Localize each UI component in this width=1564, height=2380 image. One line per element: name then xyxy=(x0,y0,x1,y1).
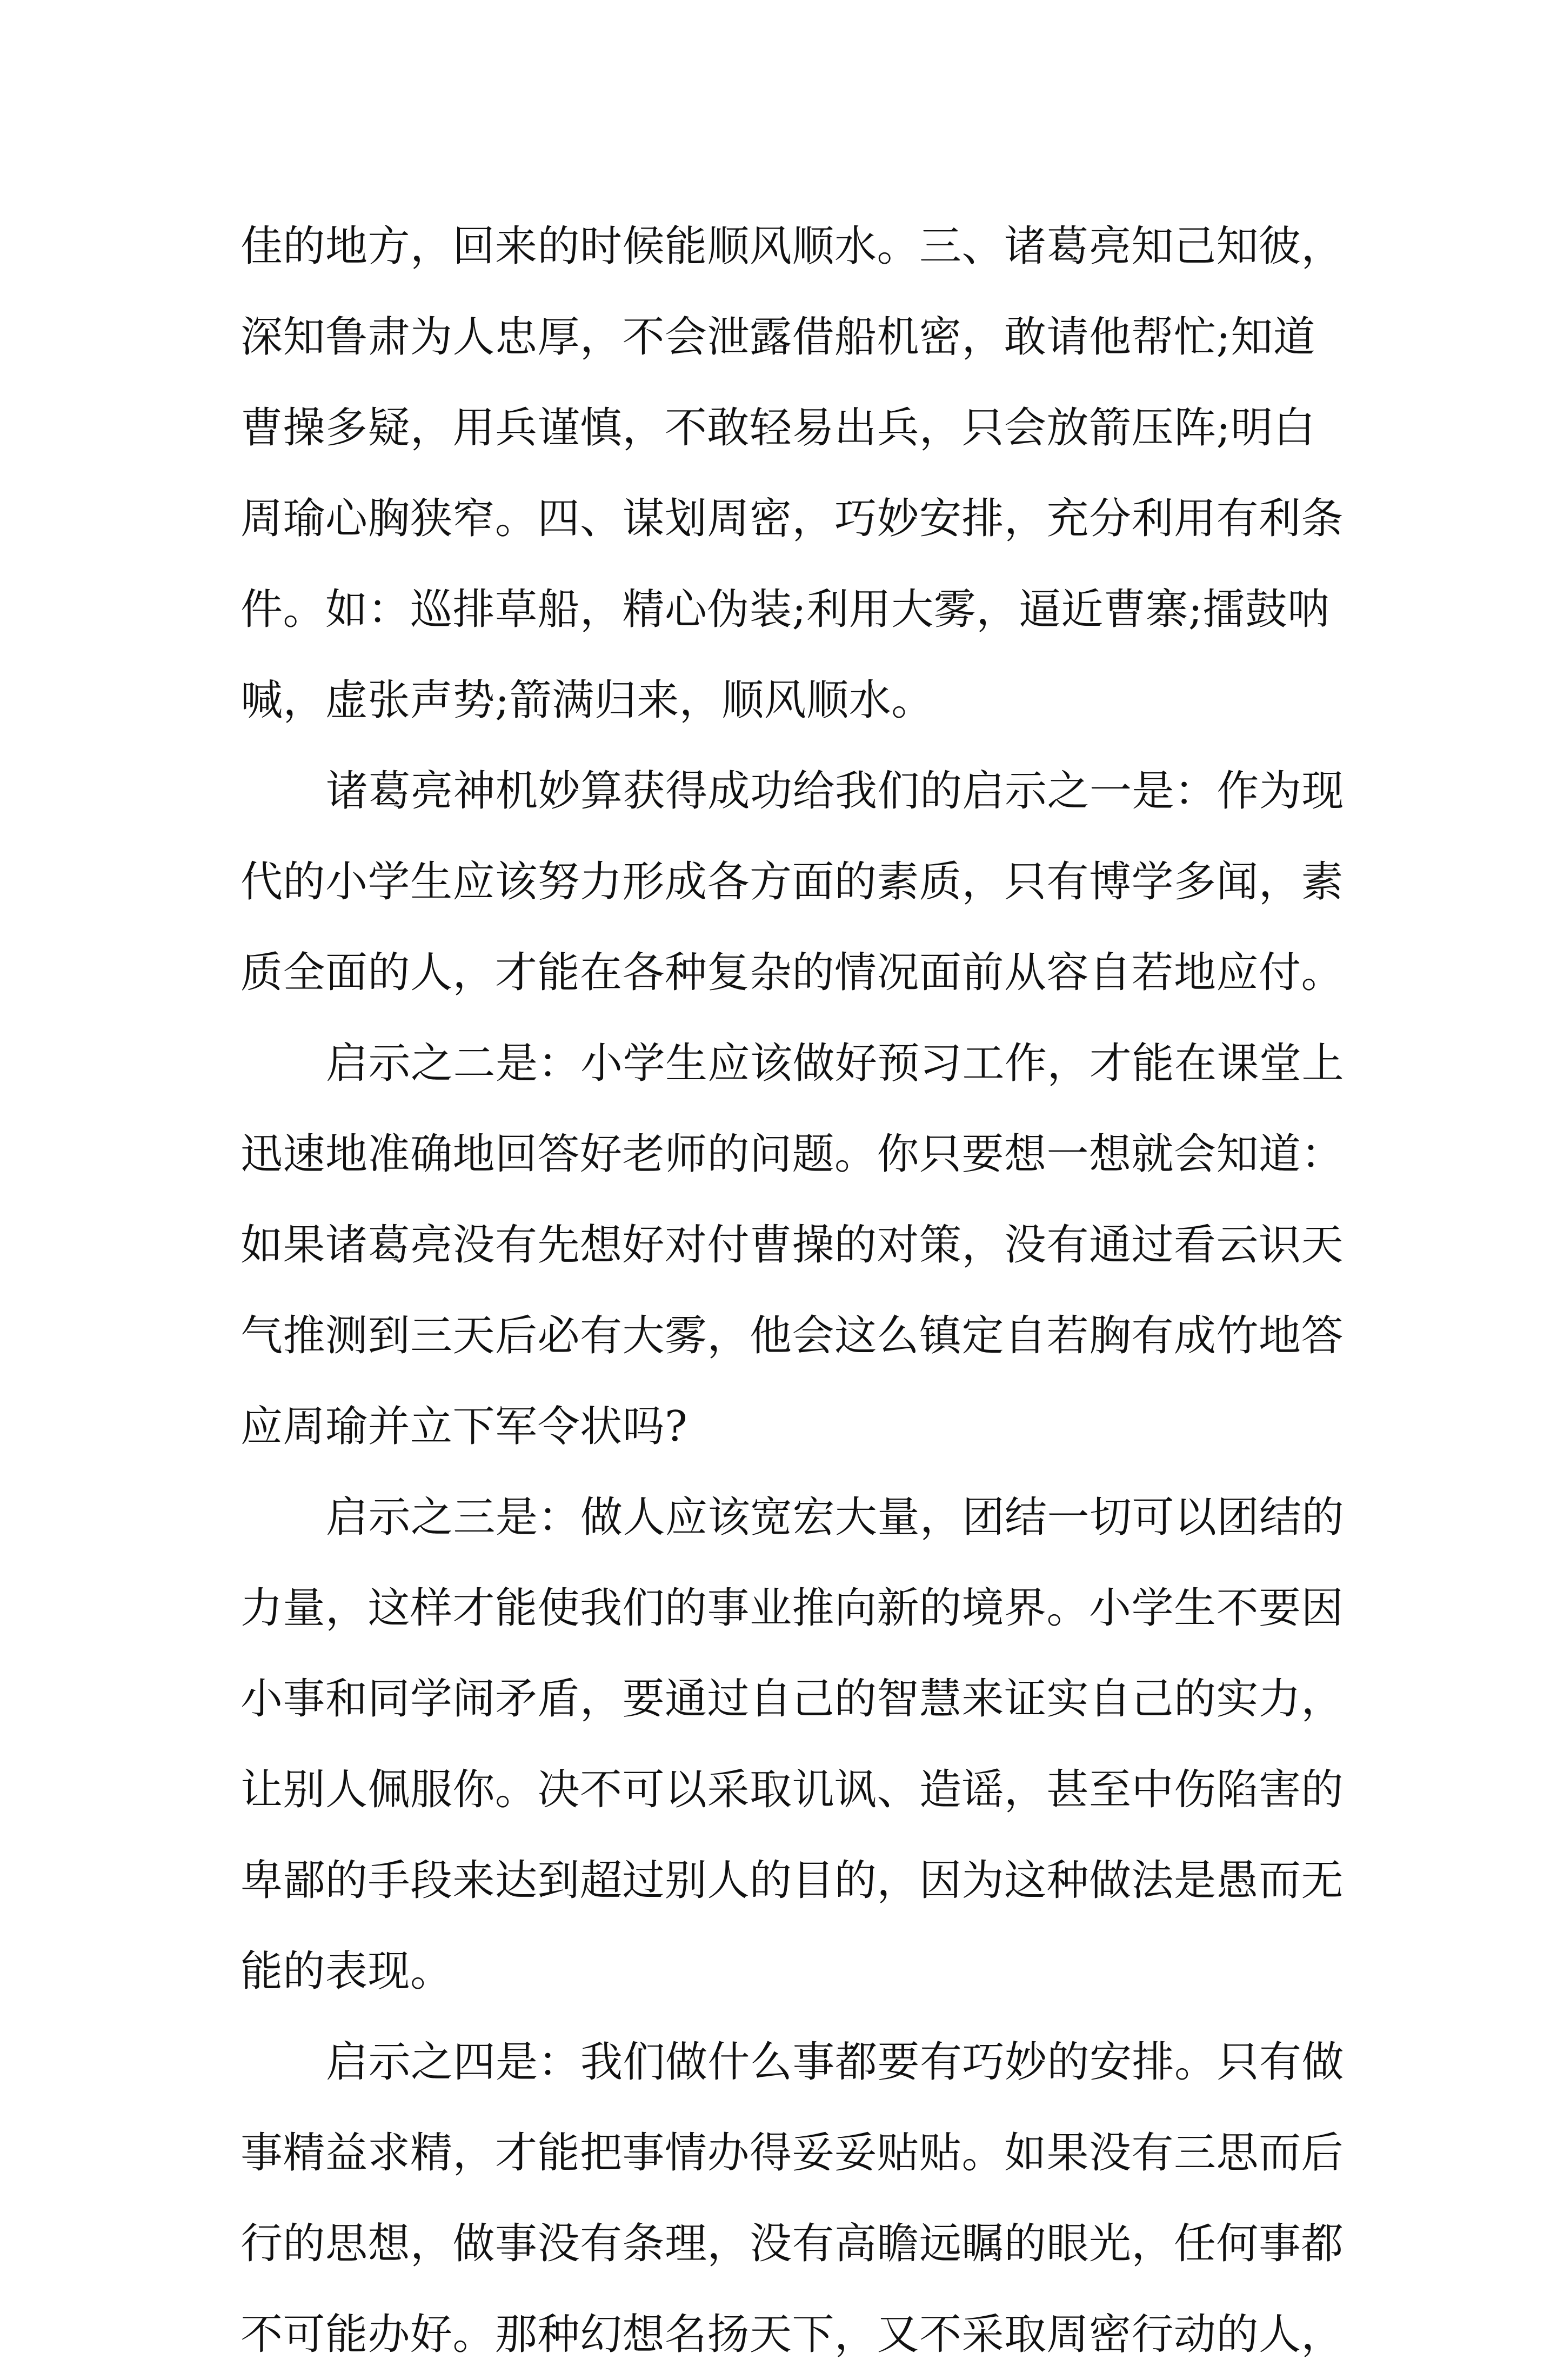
paragraph-first-line: 诸葛亮神机妙算获得成功给我们的启示之一是：作为现 xyxy=(326,767,1345,815)
text-line: 让别人佩服你。决不可以采取讥讽、造谣，甚至中伤陷害的 xyxy=(240,1766,1344,1814)
text-line: 应周瑜并立下军令状吗? xyxy=(240,1402,688,1451)
text-line: 深知鲁肃为人忠厚，不会泄露借船机密，敢请他帮忙;知道 xyxy=(240,313,1316,362)
text-line: 迅速地准确地回答好老师的问题。你只要想一想就会知道： xyxy=(240,1130,1344,1179)
paragraph-first-line: 启示之三是：做人应该宽宏大量，团结一切可以团结的 xyxy=(326,1493,1345,1542)
text-line: 行的思想，做事没有条理，没有高瞻远瞩的眼光，任何事都 xyxy=(240,2219,1344,2268)
text-line: 件。如：巡排草船，精心伪装;利用大雾，逼近曹寨;擂鼓呐 xyxy=(240,585,1331,634)
text-line: 代的小学生应该努力形成各方面的素质，只有博学多闻，素 xyxy=(240,858,1344,906)
paragraph-first-line: 启示之二是：小学生应该做好预习工作，才能在课堂上 xyxy=(326,1039,1345,1088)
text-line: 小事和同学闹矛盾，要通过自己的智慧来证实自己的实力， xyxy=(240,1675,1344,1723)
text-line: 卑鄙的手段来达到超过别人的目的，因为这种做法是愚而无 xyxy=(240,1856,1344,1905)
document-body xyxy=(240,201,1348,2380)
text-line: 不可能办好。那种幻想名扬天下，又不采取周密行动的人， xyxy=(240,2310,1344,2359)
text-line: 质全面的人，才能在各种复杂的情况面前从容自若地应付。 xyxy=(240,948,1344,997)
text-line: 如果诸葛亮没有先想好对付曹操的对策，没有通过看云识天 xyxy=(240,1221,1344,1269)
text-line: 周瑜心胸狭窄。四、谋划周密，巧妙安排，充分利用有利条 xyxy=(240,494,1344,543)
text-line: 曹操多疑，用兵谨慎，不敢轻易出兵，只会放箭压阵;明白 xyxy=(240,404,1316,452)
text-line: 事精益求精，才能把事情办得妥妥贴贴。如果没有三思而后 xyxy=(240,2129,1344,2177)
text-line: 气推测到三天后必有大雾，他会这么镇定自若胸有成竹地答 xyxy=(240,1312,1344,1360)
text-line: 喊，虚张声势;箭满归来，顺风顺水。 xyxy=(240,676,934,725)
text-line: 能的表现。 xyxy=(240,1947,453,1996)
text-line: 力量，这样才能使我们的事业推向新的境界。小学生不要因 xyxy=(240,1584,1344,1633)
text-line: 佳的地方，回来的时候能顺风顺水。三、诸葛亮知己知彼， xyxy=(240,222,1344,271)
paragraph-first-line: 启示之四是：我们做什么事都要有巧妙的安排。只有做 xyxy=(326,2038,1345,2087)
